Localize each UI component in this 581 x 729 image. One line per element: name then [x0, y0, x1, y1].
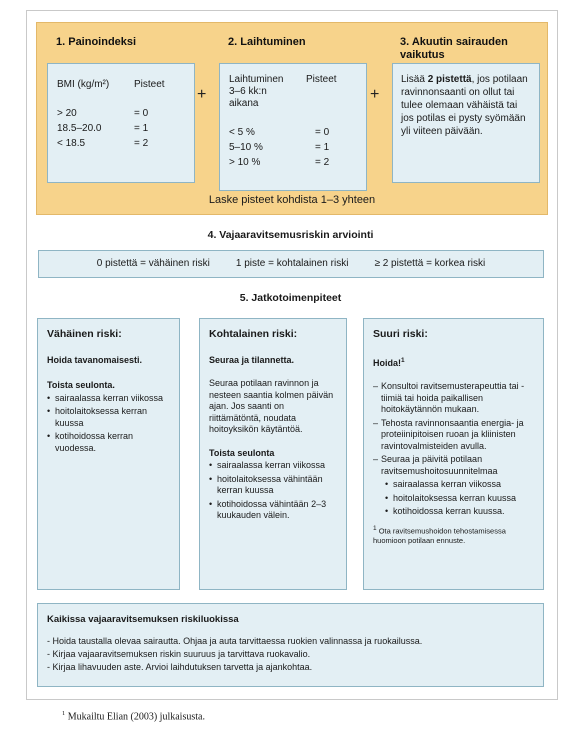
- moderate-risk-box: [199, 318, 347, 590]
- loss-points-header: Pisteet: [306, 74, 337, 85]
- acute-text-start: Lisää: [401, 74, 428, 85]
- list-item: • sairaalassa kerran viikossa: [373, 479, 534, 491]
- section4-title: 4. Vajaaravitsemusriskin arviointi: [207, 229, 374, 241]
- plus-sign: +: [197, 86, 207, 103]
- acute-points: 2 pistettä: [427, 74, 472, 85]
- risk-level: 1 piste = kohtalainen riski: [235, 258, 349, 269]
- bmi-range: < 18.5: [57, 138, 86, 149]
- low-risk-action: Hoida tavanomaisesti.: [47, 354, 143, 365]
- section2-title: 2. Laihtuminen: [228, 36, 306, 48]
- loss-header-line3: aikana: [229, 98, 259, 109]
- loss-points: = 2: [315, 157, 330, 168]
- plus-sign: +: [370, 86, 380, 103]
- low-risk-box: [37, 318, 180, 590]
- footnote-marker: 1: [373, 524, 377, 532]
- low-risk-heading: Vähäinen riski:: [47, 328, 122, 340]
- moderate-risk-action: Seuraa ja tilannetta.: [209, 354, 295, 365]
- scoring-panel: [36, 22, 548, 215]
- list-item: – Tehosta ravinnonsaantia energia- ja proteiinipitoisen ruoan ja kliinisten ravintovalmisteiden avulla.: [373, 418, 534, 453]
- loss-header: Laihtuminen: [229, 74, 284, 85]
- bmi-range: > 20: [57, 108, 77, 119]
- list-item: • kotihoidossa vähintään 2–3 kuukauden välein.: [209, 499, 337, 522]
- high-risk-list: [373, 381, 534, 477]
- sum-instruction: Laske pisteet kohdista 1–3 yhteen: [208, 194, 376, 206]
- bmi-points: = 0: [134, 108, 149, 119]
- bmi-header: BMI (kg/m²): [57, 79, 110, 90]
- section1-title: 1. Painoindeksi: [56, 36, 137, 48]
- high-risk-heading: Suuri riski:: [373, 328, 428, 340]
- bmi-box: [47, 63, 195, 183]
- footnote-marker: 1: [401, 356, 405, 364]
- footnote-marker: 1: [62, 710, 66, 717]
- footnote-text: Ota ravitsemushoidon tehostamisessa huomioon potilaan ennuste.: [373, 526, 506, 545]
- acute-illness-box: [392, 63, 540, 183]
- moderate-risk-heading: Kohtalainen riski:: [209, 328, 298, 340]
- section3-title: 3. Akuutin sairauden vaikutus: [400, 36, 508, 61]
- low-risk-repeat: Toista seulonta.: [47, 380, 115, 390]
- bmi-points-header: Pisteet: [134, 79, 165, 90]
- list-item: • hoitolaitoksessa kerran kuussa: [373, 493, 534, 505]
- loss-range: 5–10 %: [229, 142, 263, 153]
- source-text: Mukailtu Elian (2003) julkaisusta.: [67, 711, 205, 723]
- loss-range: > 10 %: [229, 157, 261, 168]
- high-risk-box: [363, 318, 544, 590]
- loss-header-line2: 3–6 kk:n: [229, 86, 267, 97]
- low-risk-list: [47, 393, 170, 455]
- moderate-risk-repeat: Toista seulonta: [209, 447, 275, 458]
- section5-title: 5. Jatkotoimenpiteet: [239, 292, 342, 304]
- loss-range: < 5 %: [229, 127, 255, 138]
- loss-points: = 1: [315, 142, 330, 153]
- all-classes-item: - Kirjaa lihavuuden aste. Arvioi laihdutuksen tarvetta ja ajankohtaa.: [47, 662, 313, 672]
- risk-level: 0 pistettä = vähäinen riski: [96, 258, 210, 269]
- bmi-points: = 1: [134, 123, 149, 134]
- high-risk-sublist: [373, 479, 534, 518]
- list-item: • sairaalassa kerran viikossa: [209, 460, 337, 472]
- risk-level: ≥ 2 pistettä = korkea riski: [374, 258, 486, 269]
- risk-levels-bar: [38, 250, 544, 278]
- bmi-range: 18.5–20.0: [57, 123, 102, 134]
- all-classes-item: - Hoida taustalla olevaa sairautta. Ohjaa ja auta tarvittaessa ruokien valinnassa ja ruokailussa.: [47, 636, 423, 646]
- list-item: – Seuraa ja päivitä potilaan ravitsemushoitosuunnitelmaa: [373, 454, 534, 477]
- list-item: • hoitolaitoksessa kerran kuussa: [47, 406, 170, 429]
- list-item: • hoitolaitoksessa vähintään kerran kuussa: [209, 474, 337, 497]
- moderate-risk-text: Seuraa potilaan ravinnon ja nesteen saantia kolmen päivän ajan. Jos saanti on riittämätöntä, noudata hoitoyksikön käytäntöä.: [209, 378, 334, 434]
- high-risk-footnote: [373, 524, 534, 546]
- list-item: – Konsultoi ravitsemusterapeuttia tai -tiimiä tai hoida paikallisen hoitokäytännön mukaan.: [373, 381, 534, 416]
- list-item: • sairaalassa kerran viikossa: [47, 393, 170, 405]
- high-risk-action: Hoida!: [373, 357, 401, 368]
- weight-loss-box: [219, 63, 367, 191]
- bmi-points: = 2: [134, 138, 149, 149]
- moderate-risk-list: [209, 460, 337, 522]
- list-item: • kotihoidossa kerran kuussa.: [373, 506, 534, 518]
- loss-points: = 0: [315, 127, 330, 138]
- all-classes-heading: Kaikissa vajaaravitsemuksen riskiluokissa: [47, 614, 239, 625]
- source-note: [62, 710, 205, 722]
- all-classes-item: - Kirjaa vajaaravitsemuksen riskin suuruus ja tarvittava ruokavalio.: [47, 649, 311, 659]
- all-classes-box: [37, 603, 544, 687]
- list-item: • kotihoidossa kerran vuodessa.: [47, 431, 170, 454]
- acute-text-end: , jos potilaan ravinnonsaanti on ollut tai tulee olemaan vähäistä tai jos potilas ei pysty syömään yli viiteen päivään.: [401, 74, 528, 137]
